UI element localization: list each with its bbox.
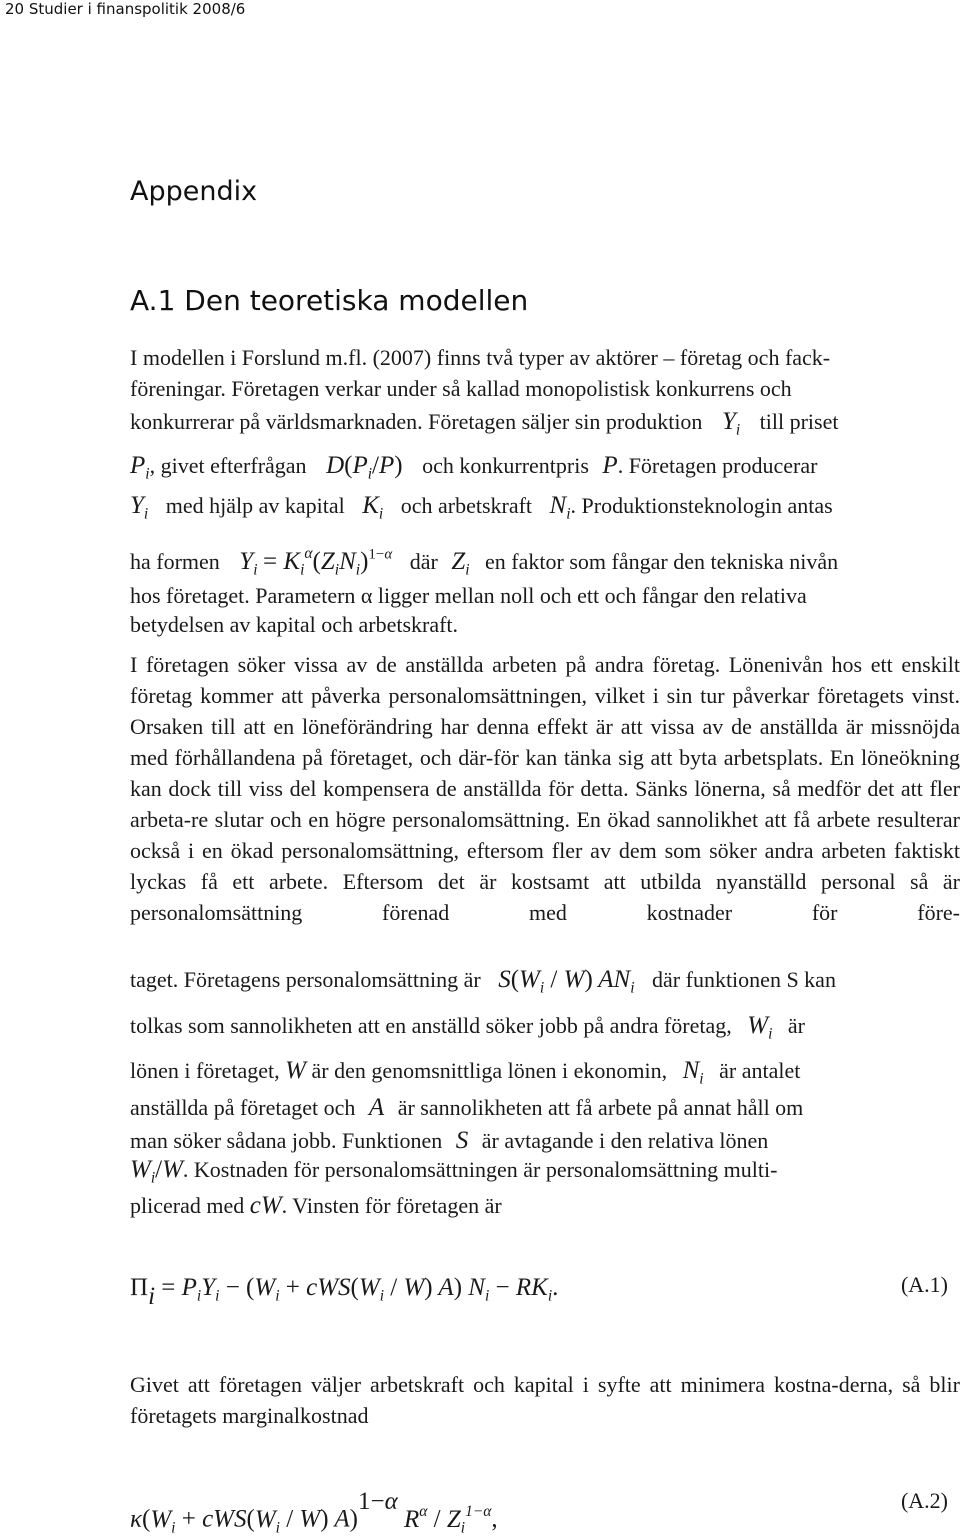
equation-a2-number: (A.2) (900, 1488, 948, 1513)
p1-line-1: I modellen i Forslund m.fl. (2007) finns två typer av aktörer – företag och fack- (130, 345, 831, 370)
appendix-title: Appendix (130, 176, 258, 207)
p2-line-7: plicerad med cW. Vinsten för företagen är (130, 1192, 502, 1219)
paragraph-3: Givet att företagen väljer arbetskraft och kapital i syfte att minimera kostna-derna, så blir företagets marginalkostnad (130, 1372, 960, 1428)
paragraph-2: I företagen söker vissa av de anställda arbeten på andra företag. Lönenivån hos ett enskilt företag kommer att påverka personalomsättningen, vilket i sin tur påverkar företagets vinst. Orsaken till att en löneförändring har denna effekt är att vissa av de anställda är missnöjda med förhållandena på företaget, och där-för kan tänka sig att byta arbetsplats. En löneökning kan dock till viss del kompensera de anställda för detta. Sänks lönerna, så medför det att fler arbeta-re slutar och en högre personalomsättning. En ökad sannolikhet att få arbete resulterar också i en ökad personalomsättning, eftersom fler av dem som söker andra arbeten faktiskt lyckas få ett arbete. Eftersom det är kostsamt att utbilda nyanställd personal så är personalomsättning förenad med kostnader för före- (130, 652, 960, 925)
p2-line-6: $W_i/W$. Kostnaden för personalomsättningen är personalomsättning multi- (130, 1156, 778, 1187)
p2-line-2: tolkas som sannolikheten att en anställd söker jobb på andra företag, $W_i$ är (130, 1012, 806, 1043)
p1-line-5: $Y_i$ med hjälp av kapital $K_i$ och arbetskraft $N_i$. Produktionsteknologin antas (130, 492, 833, 523)
equation-a1-number: (A.1) (900, 1272, 948, 1297)
equation-a1-formula: $\Pi_i = P_iY_i - (W_i + cWS(W_i / W)$ A) $N_i - RK_i$. (130, 1274, 559, 1310)
equation-a1 (130, 1272, 948, 1311)
running-header: 20 Studier i finanspolitik 2008/6 (5, 0, 246, 18)
p2-line-3: lönen i företaget, W är den genomsnittliga lönen i ekonomin, $N_i$ är antalet (130, 1057, 801, 1088)
p1-line-7: hos företaget. Parametern α ligger mellan noll och ett och fångar den relativa (130, 583, 807, 608)
p2-line-1: taget. Företagens personalomsättning är $S(W_i / W)$ $AN_i$ där funktionen S kan (130, 966, 836, 997)
p1-line-4: $P_i$, givet efterfrågan $D(P_i/P)$ och konkurrentpris P. Företagen producerar (130, 452, 818, 483)
equation-a2-formula: $\kappa(W_i + cWS(W_i / W)$ A)$^{1-\alpha}$ $R^\alpha / Z_i^{1-\alpha}$, (130, 1488, 498, 1536)
p1-line-3: konkurrerar på världsmarknaden. Företagen säljer sin produktion $Y_i$ till priset (130, 408, 839, 439)
p1-line-8: betydelsen av kapital och arbetskraft. (130, 612, 459, 637)
section-title: A.1 Den teoretiska modellen (130, 284, 529, 317)
p1-line-2: föreningar. Företagen verkar under så kallad monopolistisk konkurrens och (130, 376, 792, 401)
p2-line-5: man söker sådana jobb. Funktionen S är avtagande i den relativa lönen (130, 1127, 769, 1154)
p2-line-4: anställda på företaget och A är sannolikheten att få arbete på annat håll om (130, 1094, 804, 1121)
p1-line-6: ha formen $Y_i = K_i^\alpha(Z_iN_i)^{1-\alpha}$ där $Z_i$ en faktor som fångar den tekniska nivån (130, 545, 839, 579)
equation-a2 (130, 1488, 948, 1537)
